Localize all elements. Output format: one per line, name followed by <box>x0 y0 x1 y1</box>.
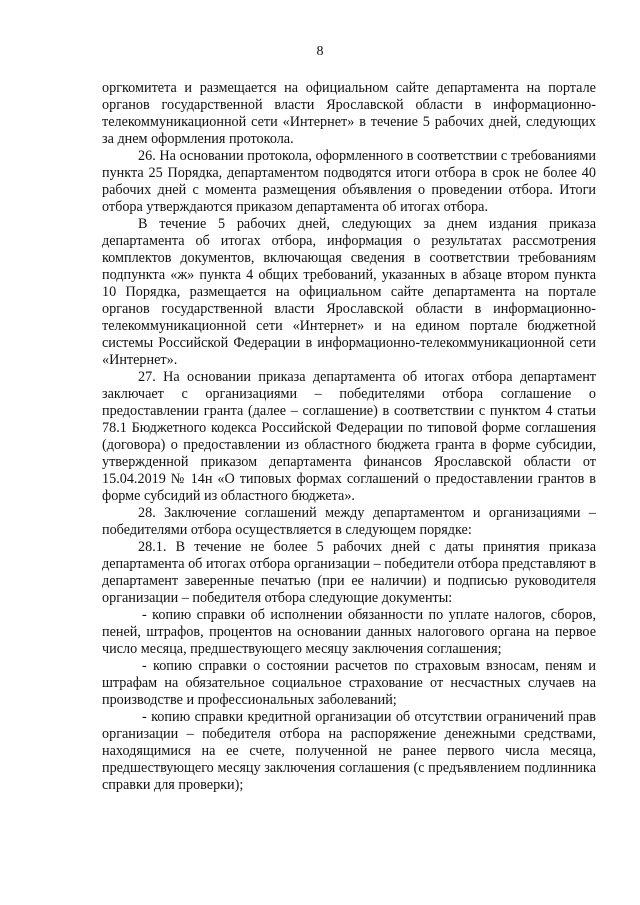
paragraph-continuation: оргкомитета и размещается на официальном сайте департамента на портале органов государственной власти Ярославской области в информационно-телекоммуникационной сети «Интернет» в течение 5 рабочих дней, следующих за днем оформления протокола. <box>102 80 596 147</box>
list-item-tax-certificate: - копию справки об исполнении обязанности по уплате налогов, сборов, пеней, штрафов, процентов на основании данных налогового органа на первое число месяца, предшествующего месяцу заключения соглашения; <box>102 607 596 657</box>
paragraph-28-1: 28.1. В течение не более 5 рабочих дней с даты принятия приказа департамента об итогах отбора организации – победители отбора представляют в департамент заверенные печатью (при ее наличии) и подписью руководителя организации – победителя отбора следующие документы: <box>102 539 596 606</box>
list-item-bank-certificate: - копию справки кредитной организации об отсутствии ограничений прав организации – победителя отбора на распоряжение денежными средствами, находящимися на ее счете, полученной не ранее первого числа месяца, предшествующего месяцу заключения соглашения (с предъявлением подлинника справки для проверки); <box>102 709 596 793</box>
paragraph-26-results: В течение 5 рабочих дней, следующих за днем издания приказа департамента об итогах отбора, информация о результатах рассмотрения комплектов документов, включающая сведения в соответствии требованиям подпункта «ж» пункта 4 общих требований, указанных в абзаце втором пункта 10 Порядка, размещается на официальном сайте департамента на портале органов государственной власти Ярославской области в информационно-телекоммуникационной сети «Интернет» и на едином портале бюджетной системы Российской Федерации в информационно-телекоммуникационной сети «Интернет». <box>102 216 596 368</box>
paragraph-28: 28. Заключение соглашений между департаментом и организациями – победителями отбора осуществляется в следующем порядке: <box>102 505 596 538</box>
list-item-insurance-certificate: - копию справки о состоянии расчетов по страховым взносам, пеням и штрафам на обязательное социальное страхование от несчастных случаев на производстве и профессиональных заболеваний; <box>102 658 596 708</box>
paragraph-27: 27. На основании приказа департамента об итогах отбора департамент заключает с организациями – победителями отбора соглашение о предоставлении гранта (далее – соглашение) в соответствии с пунктом 4 статьи 78.1 Бюджетного кодекса Российской Федерации по типовой форме соглашения (договора) о предоставлении из областного бюджета гранта в форме субсидии, утвержденной приказом департамента финансов Ярославской области от 15.04.2019 № 14н «О типовых формах соглашений о предоставлении грантов в форме субсидий из областного бюджета». <box>102 369 596 504</box>
page-number: 8 <box>316 44 324 59</box>
document-body <box>102 80 596 794</box>
paragraph-26: 26. На основании протокола, оформленного в соответствии с требованиями пункта 25 Порядка, департаментом подводятся итоги отбора в срок не более 40 рабочих дней с момента размещения объявления о проведении отбора. Итоги отбора утверждаются приказом департамента об итогах отбора. <box>102 148 596 215</box>
